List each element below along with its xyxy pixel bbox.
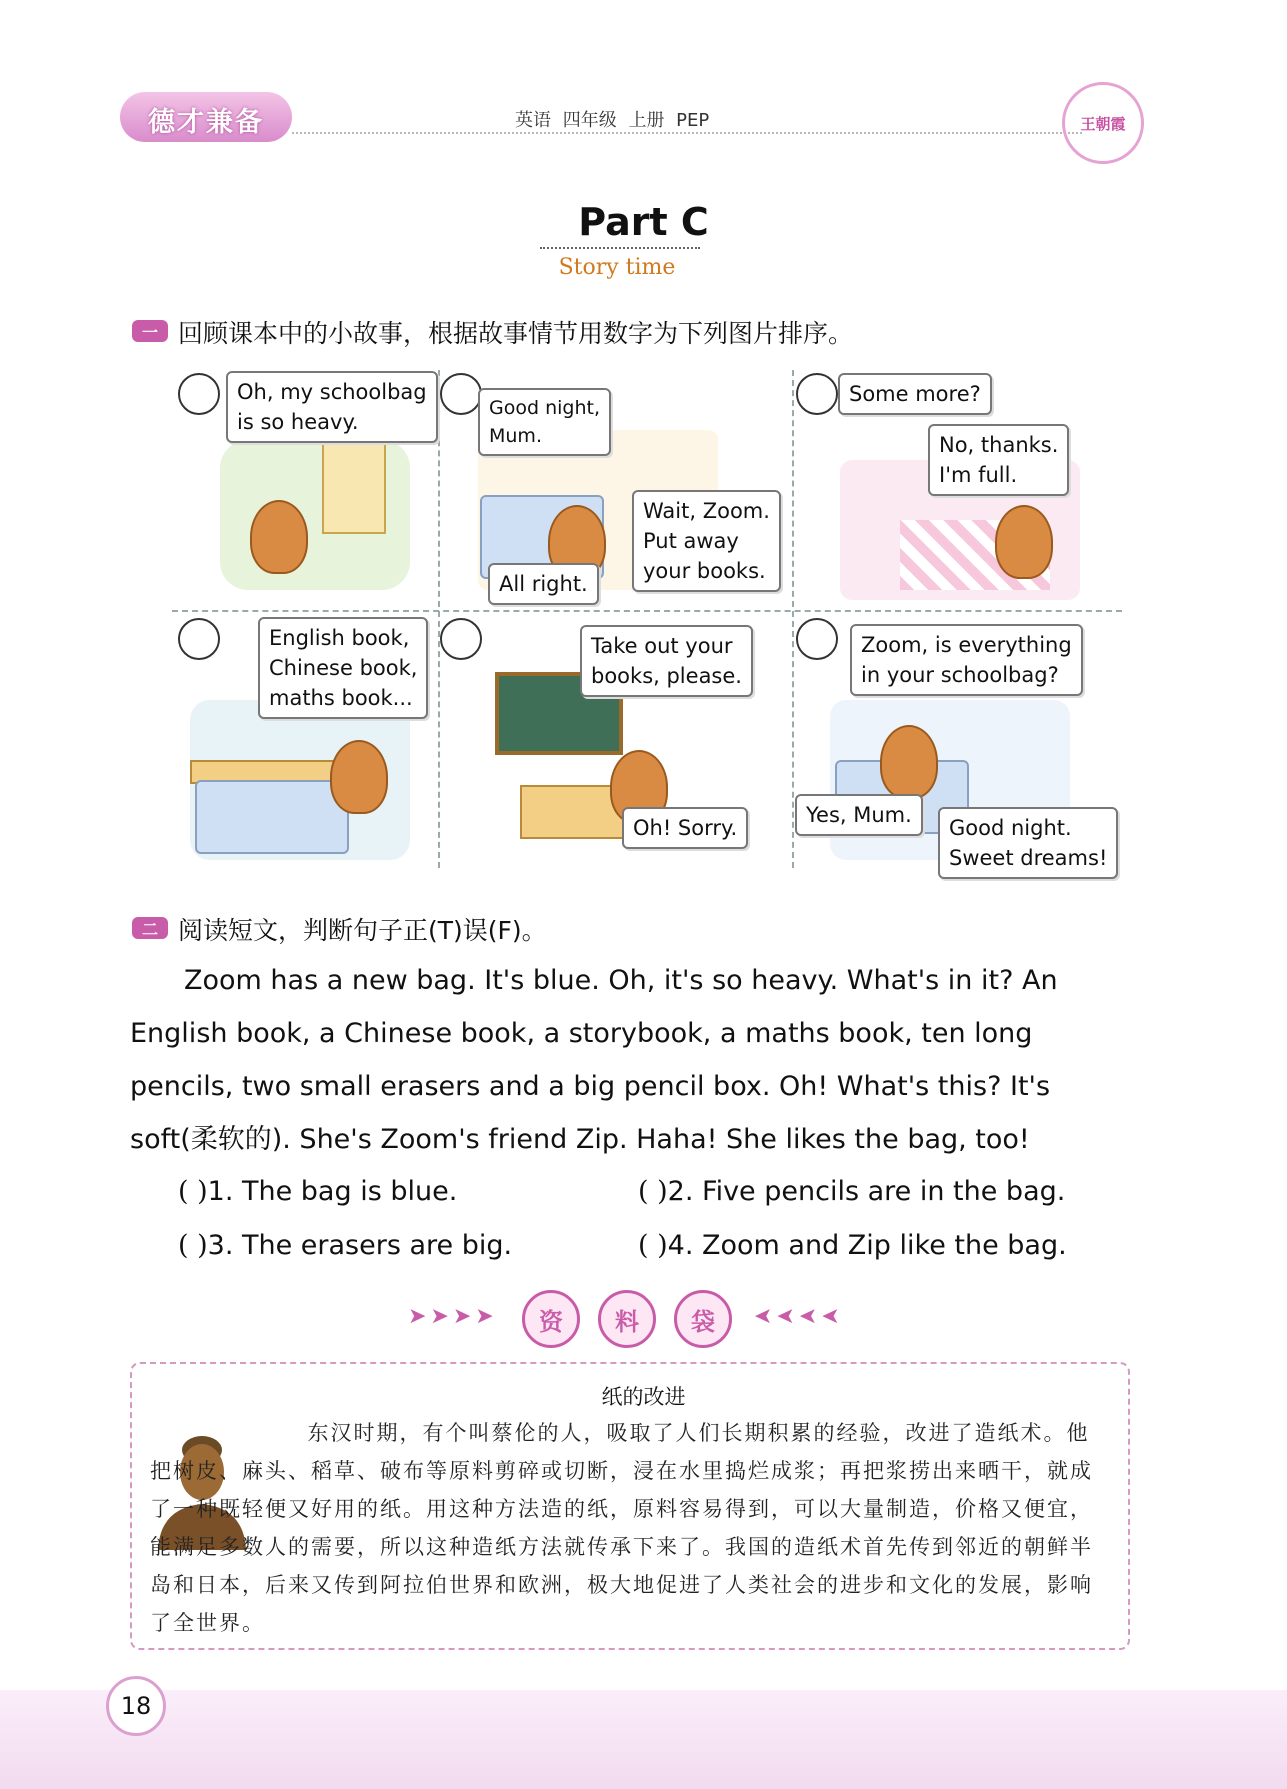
seal-text: 王朝霞	[1080, 114, 1126, 133]
section1-instruction: 回顾课本中的小故事，根据故事情节用数字为下列图片排序。	[178, 319, 854, 348]
info-bag-char-3: 袋	[674, 1290, 732, 1348]
decor-arrows-right-icon: ➤➤➤➤	[750, 1304, 840, 1329]
question-3-text: 3. The erasers are big.	[207, 1230, 513, 1261]
question-2-text: 2. Five pencils are in the bag.	[667, 1176, 1066, 1207]
panel1-bear	[250, 500, 308, 574]
panel3-bubble-1: Some more?	[838, 373, 992, 415]
section1-badge: 一	[132, 320, 168, 342]
info-bag-char-2: 料	[598, 1290, 656, 1348]
grid-divider-vertical-2	[792, 370, 794, 868]
info-bag-title	[522, 1290, 732, 1348]
panel6-bubble-3: Good night. Sweet dreams!	[938, 807, 1118, 879]
info-text: 东汉时期，有个叫蔡伦的人，吸取了人们长期积累的经验，改进了造纸术。他把树皮、麻头、稻草、破布等原料剪碎或切断，浸在水里捣烂成浆；再把浆捞出来晒干，就成了一种既轻便又好用的纸。用这种方法造的纸，原料容易得到，可以大量制造，价格又便宜，能满足多数人的需要，所以这种造纸方法就传承下来了。我国的造纸术首先传到邻近的朝鲜半岛和日本，后来又传到阿拉伯世界和欧洲，极大地促进了人类社会的进步和文化的发展，影响了全世界。	[150, 1421, 1093, 1635]
question-1-text: 1. The bag is blue.	[207, 1176, 458, 1207]
panel6-bear	[880, 725, 938, 799]
info-bag-char-1: 资	[522, 1290, 580, 1348]
series-logo	[120, 92, 292, 142]
panel3-order-circle[interactable]	[796, 373, 838, 415]
page-number: 18	[106, 1676, 166, 1736]
panel1-door	[322, 440, 386, 534]
page-footer	[0, 1690, 1287, 1789]
panel1-bubble-1: Oh, my schoolbag is so heavy.	[226, 371, 438, 443]
decor-arrows-left-icon: ➤➤➤➤	[408, 1304, 498, 1329]
reading-passage: Zoom has a new bag. It's blue. Oh, it's so heavy. What's in it? An English book, a Chinese book, a storybook, a maths book, ten long pencils, two small erasers and a big pencil box. Oh! What's this? It's soft(柔软的). She's Zoom's friend Zip. Haha! She likes the bag, too!	[130, 965, 1058, 1155]
panel2-bubble-3: All right.	[488, 563, 599, 605]
info-title: 纸的改进	[601, 1385, 686, 1409]
section2-instruction: 阅读短文，判断句子正(T)误(F)。	[178, 916, 547, 945]
panel5-bubble-2: Oh! Sorry.	[622, 807, 748, 849]
panel6-bubble-2: Yes, Mum.	[795, 794, 923, 836]
question-1	[178, 1176, 457, 1207]
panel3-bear	[995, 505, 1053, 579]
question-2-answer-blank[interactable]: ( )	[638, 1176, 668, 1207]
panel1-order-circle[interactable]	[178, 373, 220, 415]
publisher-seal	[1062, 82, 1144, 164]
part-subtitle: Story time	[558, 255, 676, 280]
panel5-order-circle[interactable]	[440, 618, 482, 660]
panel4-order-circle[interactable]	[178, 618, 220, 660]
panel3-bubble-2: No, thanks. I'm full.	[928, 424, 1069, 496]
header-divider	[292, 132, 1082, 134]
part-title: Part C	[578, 200, 709, 244]
grid-divider-horizontal	[172, 610, 1122, 612]
part-title-underline	[540, 247, 700, 249]
panel6-order-circle[interactable]	[796, 618, 838, 660]
grid-divider-vertical-1	[438, 370, 440, 868]
logo-text: 德才兼备	[148, 107, 264, 138]
panel2-order-circle[interactable]	[440, 373, 482, 415]
panel6-bubble-1: Zoom, is everything in your schoolbag?	[850, 624, 1083, 696]
panel4-bear	[330, 740, 388, 814]
panel4-bed	[195, 780, 349, 854]
question-4	[638, 1230, 1067, 1261]
panel4-bubble-1: English book, Chinese book, maths book...	[258, 617, 428, 719]
panel2-bubble-2: Wait, Zoom. Put away your books.	[632, 490, 781, 592]
question-3-answer-blank[interactable]: ( )	[178, 1230, 208, 1261]
question-4-text: 4. Zoom and Zip like the bag.	[667, 1230, 1067, 1261]
question-1-answer-blank[interactable]: ( )	[178, 1176, 208, 1207]
panel2-bubble-1: Good night, Mum.	[478, 388, 611, 456]
section2-badge: 二	[132, 917, 168, 939]
question-2	[638, 1176, 1065, 1207]
panel5-bubble-1: Take out your books, please.	[580, 625, 753, 697]
question-3	[178, 1230, 512, 1261]
question-4-answer-blank[interactable]: ( )	[638, 1230, 668, 1261]
header-subject: 英语 四年级 上册 PEP	[515, 110, 710, 131]
